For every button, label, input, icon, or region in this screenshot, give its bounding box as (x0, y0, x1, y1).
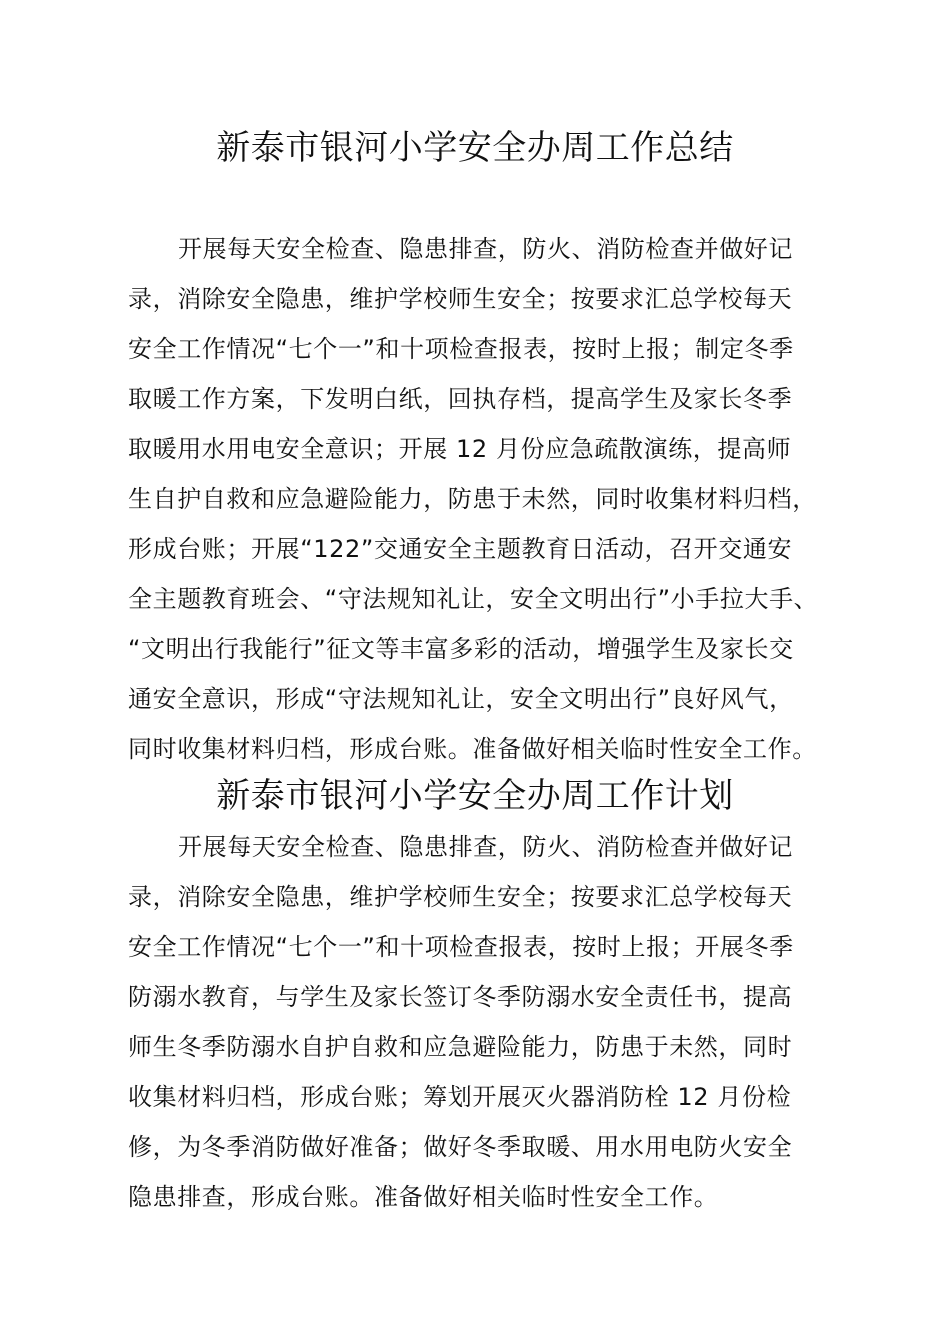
summary-line: 取暖工作方案，下发明白纸，回执存档，提高学生及家长冬季 (128, 385, 793, 413)
plan-line: 隐患排查，形成台账。准备做好相关临时性安全工作。 (128, 1183, 719, 1211)
summary-line: 取暖用水用电安全意识；开展 12 月份应急疏散演练，提高师 (128, 435, 792, 463)
plan-title: 新泰市银河小学安全办周工作计划 (216, 776, 734, 816)
plan-line: 收集材料归档，形成台账；筹划开展灭火器消防栓 12 月份检 (128, 1083, 792, 1111)
plan-line: 防溺水教育，与学生及家长签订冬季防溺水安全责任书，提高 (128, 983, 793, 1011)
summary-line: 开展每天安全检查、隐患排查，防火、消防检查并做好记 (178, 235, 793, 263)
plan-line: 开展每天安全检查、隐患排查，防火、消防检查并做好记 (178, 833, 793, 861)
summary-line: 安全工作情况“七个一”和十项检查报表，按时上报；制定冬季 (128, 335, 794, 363)
plan-line: 安全工作情况“七个一”和十项检查报表，按时上报；开展冬季 (128, 933, 794, 961)
summary-line: 同时收集材料归档，形成台账。准备做好相关临时性安全工作。 (128, 735, 817, 763)
summary-body (128, 224, 818, 774)
summary-line: 全主题教育班会、“守法规知礼让，安全文明出行”小手拉大手、 (128, 585, 819, 613)
summary-line: “文明出行我能行”征文等丰富多彩的活动，增强学生及家长交 (128, 635, 794, 663)
summary-line: 生自护自救和应急避险能力，防患于未然，同时收集材料归档， (128, 485, 817, 513)
summary-title: 新泰市银河小学安全办周工作总结 (216, 128, 734, 168)
plan-line: 修，为冬季消防做好准备；做好冬季取暖、用水用电防火安全 (128, 1133, 793, 1161)
summary-line: 形成台账；开展“122”交通安全主题教育日活动，召开交通安 (128, 535, 793, 563)
plan-body (128, 822, 794, 1222)
summary-line: 通安全意识，形成“守法规知礼让，安全文明出行”良好风气， (128, 685, 794, 713)
plan-line: 师生冬季防溺水自护自救和应急避险能力，防患于未然，同时 (128, 1033, 793, 1061)
plan-line: 录，消除安全隐患，维护学校师生安全；按要求汇总学校每天 (128, 883, 793, 911)
summary-line: 录，消除安全隐患，维护学校师生安全；按要求汇总学校每天 (128, 285, 793, 313)
